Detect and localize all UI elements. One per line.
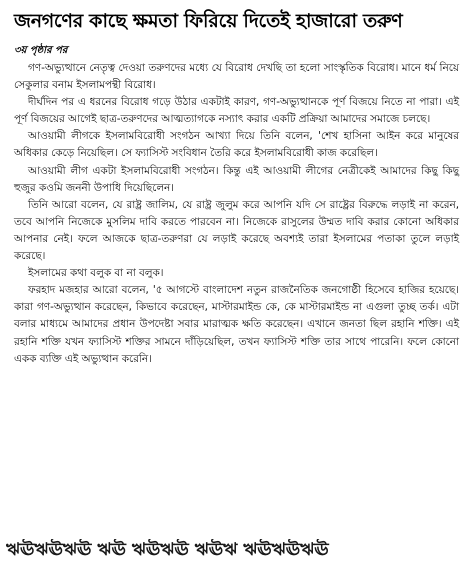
body-paragraph: ইসলামের কথা বলুক বা না বলুক। (28, 267, 164, 280)
headline: জনগণের কাছে ক্ষমতা ফিরিয়ে দিতেই হাজারো তরুণ (14, 10, 403, 32)
body-paragraph: ফরহাদ মজহার আরো বলেন, '৫ আগস্টে বাংলাদেশ নতুন রাজনৈতিক জনগোষ্ঠী হিসেবে হাজির হয়েছে। কারা গণ-অভ্যুত্থান করেছেন, কিভাবে করেছেন, মাস্টারমাইন্ড কে, কে মাস্টারমাইন্ড না এগুলা তুচ্ছ তর্ক। এটা বলার মাধ্যমে আমাদের প্রধান উপদেষ্টা সবার মারাত্মক ক্ষতি করেছেন। এখানে জনতা ছিল রহানি শক্তি। এই রহানি শক্তি যখন ফ্যাসিস্ট শক্তির সামনে দাঁড়িয়েছিল, তখন ফ্যাসিস্ট শক্তি তার সাথে পারেনি। ফলে কোনো একক ব্যক্তি এই অভ্যুত্থান করেনি। (14, 284, 459, 365)
body-paragraph: গণ-অভ্যুত্থানে নেতৃত্ব দেওয়া তরুণদের মধ্যে যে বিরোধ দেখছি তা হলো সাংস্কৃতিক বিরোধ। মানে ধর্ম নিয়ে সেকুলার বনাম ইসলামপন্থী বিরোধ। (14, 62, 459, 92)
continued-from-label: ৩য় পৃষ্ঠার পর (14, 45, 68, 56)
article-body (14, 60, 459, 368)
body-paragraph: তিনি আরো বলেন, যে রাষ্ট্র জালিম, যে রাষ্ট্র জুলুম করে আপনি যদি সে রাষ্ট্রের বিরুদ্ধে লড়াই না করেন, তবে আপনি নিজেকে মুসলিম দাবি করতে পারবেন না। নিজেকে রাসুলের উম্মত দাবি করার কোনো অধিকার আপনার নেই। ফলে আজকে ছাত্র-তরুণরা যে লড়াই করেছে অবশ্যই তারা ইসলামের পতাকা তুলে লড়াই করেছে। (14, 198, 459, 263)
body-paragraph: আওয়ামী লীগ একটা ইসলামবিরোধী সংগঠন। কিন্তু এই আওয়ামী লীগের নেত্রীকেই আমাদের কিছু কিছু হুজুর কওমি জননী উপাধি দিয়েছিলেন। (14, 164, 459, 194)
body-paragraph: আওয়ামী লীগকে ইসলামবিরোধী সংগঠন আখ্যা দিয়ে তিনি বলেন, 'শেখ হাসিনা আইন করে মানুষের অধিকার কেড়ে নিয়েছিল। সে ফ্যাসিস্ট সংবিধান তৈরি করে ইসলামবিরোধী কাজ করেছিল। (14, 130, 459, 160)
next-headline-fragment: ঋঊঋঊঋঊ ঋঊ ঋঊঋঊ ঋঊঋ ঋঊঋঊঋঊ (6, 540, 329, 560)
body-paragraph: দীর্ঘদিন পর এ ধরনের বিরোধ গড়ে উঠার একটাই কারণ, গণ-অভ্যুত্থানকে পূর্ণ বিজয়ে নিতে না পারা। এই পূর্ণ বিজয়ের আগেই ছাত্র-তরুণদের আত্মত্যাগকে নস্যাৎ করার একটি প্রক্রিয়া আমাদের সমাজে চলছে। (14, 96, 459, 126)
